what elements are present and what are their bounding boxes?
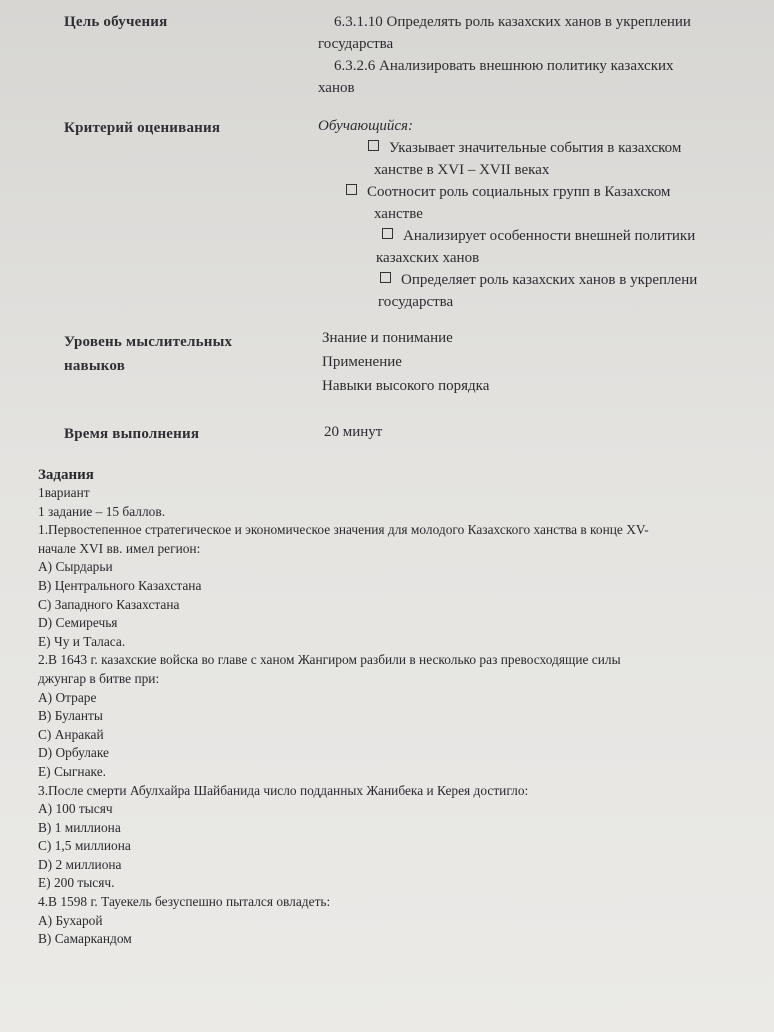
- criteria-item-cont: государства: [378, 294, 454, 310]
- skills-label: Уровень мыслительных: [64, 334, 233, 350]
- question-line: 1.Первостепенное стратегическое и экономическое значения для молодого Казахского ханства в конце XV-: [38, 522, 649, 538]
- criteria-label: Критерий оценивания: [64, 120, 221, 136]
- checkbox-icon: [368, 140, 379, 151]
- question-line: 3.После смерти Абулхайра Шайбанида число подданных Жанибека и Керея достигло:: [38, 782, 529, 798]
- learning-goal-line: 6.3.2.6 Анализировать внешнюю политику казахских: [334, 58, 674, 74]
- answer-option: D) Орбулаке: [38, 745, 109, 761]
- skill-level: Знание и понимание: [322, 330, 453, 346]
- learning-goal-line: государства: [318, 36, 394, 52]
- variant-label: 1вариант: [38, 485, 90, 500]
- answer-option: D) Семиречья: [38, 615, 118, 631]
- answer-option: A) Бухарой: [38, 912, 103, 928]
- criteria-item: Анализирует особенности внешней политики: [382, 228, 695, 245]
- criteria-item-cont: ханстве в XVI – XVII веках: [374, 162, 550, 178]
- answer-option: C) Западного Казахстана: [38, 596, 180, 612]
- skill-level: Применение: [322, 354, 402, 370]
- learning-goal-line: ханов: [318, 80, 355, 96]
- learning-goal-label: Цель обучения: [64, 14, 168, 30]
- criteria-item: Определяет роль казахских ханов в укреплени: [380, 272, 697, 289]
- checkbox-icon: [380, 272, 391, 283]
- checkbox-icon: [346, 184, 357, 195]
- tasks-section: [38, 466, 774, 949]
- learning-goal-line: 6.3.1.10 Определять роль казахских ханов в укреплении: [334, 14, 691, 30]
- criteria-intro: Обучающийся:: [318, 118, 414, 134]
- answer-option: E) Чу и Таласа.: [38, 633, 126, 649]
- skill-level: Навыки высокого порядка: [322, 378, 490, 394]
- task-lines: [38, 521, 774, 949]
- time-value: 20 минут: [324, 424, 383, 440]
- answer-option: B) 1 миллиона: [38, 819, 121, 835]
- checkbox-icon: [382, 228, 393, 239]
- question-line: начале XVI вв. имел регион:: [38, 540, 201, 556]
- answer-option: B) Самаркандом: [38, 931, 132, 947]
- criteria-item-cont: ханстве: [374, 206, 423, 222]
- answer-option: B) Буланты: [38, 708, 103, 724]
- question-line: 4.В 1598 г. Тауекель безуспешно пытался овладеть:: [38, 894, 331, 910]
- answer-option: A) Отраре: [38, 689, 97, 705]
- answer-option: A) 100 тысяч: [38, 801, 113, 817]
- answer-option: D) 2 миллиона: [38, 856, 122, 872]
- answer-option: E) Сыгнаке.: [38, 763, 106, 779]
- criteria-item-cont: казахских ханов: [376, 250, 480, 266]
- tasks-heading: Задания: [38, 467, 94, 483]
- time-label: Время выполнения: [64, 426, 200, 442]
- answer-option: C) Анракай: [38, 726, 104, 742]
- criteria-item: Соотносит роль социальных групп в Казахском: [346, 184, 670, 201]
- criteria-item: Указывает значительные события в казахском: [368, 140, 681, 157]
- question-line: 2.В 1643 г. казахские войска во главе с ханом Жангиром разбили в несколько раз превосходящие силы: [38, 652, 621, 668]
- question-line: джунгар в битве при:: [38, 670, 160, 686]
- answer-option: B) Центрального Казахстана: [38, 577, 202, 593]
- answer-option: C) 1,5 миллиона: [38, 838, 131, 854]
- answer-option: E) 200 тысяч.: [38, 875, 115, 891]
- answer-option: A) Сырдарьи: [38, 559, 113, 575]
- task-score: 1 задание – 15 баллов.: [38, 503, 166, 519]
- skills-label-cont: навыков: [64, 358, 126, 374]
